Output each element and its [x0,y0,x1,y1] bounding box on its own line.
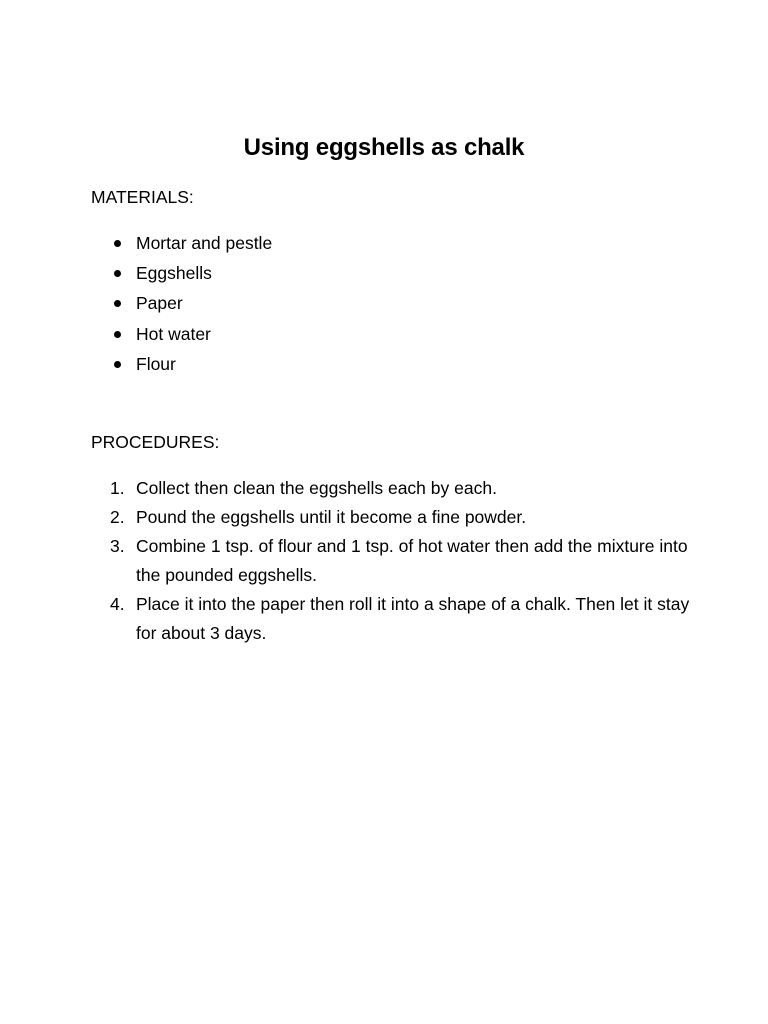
materials-heading: MATERIALS: [91,187,194,207]
list-item [91,228,272,258]
list-item [91,474,691,503]
step-number: 3. [110,536,125,556]
list-item [91,258,272,288]
step-number: 1. [110,478,125,498]
document-title: Using eggshells as chalk [243,134,525,161]
bullet-icon [114,300,121,307]
bullet-icon [114,270,121,277]
material-label: Flour [136,353,176,374]
step-number: 2. [110,507,125,527]
list-item [91,349,272,379]
materials-list [91,228,272,379]
bullet-icon [114,361,121,368]
step-text: Pound the eggshells until it become a fine powder. [136,507,527,527]
list-item [91,532,691,590]
material-label: Eggshells [136,263,212,284]
step-text: Combine 1 tsp. of flour and 1 tsp. of hot water then add the mixture into the pounded eggshells. [136,536,688,585]
material-label: Paper [136,293,183,314]
list-item [91,319,272,349]
bullet-icon [114,240,121,247]
procedures-heading: PROCEDURES: [91,432,220,452]
step-text: Place it into the paper then roll it into a shape of a chalk. Then let it stay for about 3 days. [136,594,690,643]
material-label: Hot water [136,323,211,344]
list-item [91,288,272,318]
material-label: Mortar and pestle [136,233,273,253]
bullet-icon [114,331,121,338]
procedures-list [91,474,691,648]
list-item [91,590,691,648]
step-number: 4. [110,594,125,614]
list-item [91,503,691,532]
step-text: Collect then clean the eggshells each by each. [136,478,497,498]
